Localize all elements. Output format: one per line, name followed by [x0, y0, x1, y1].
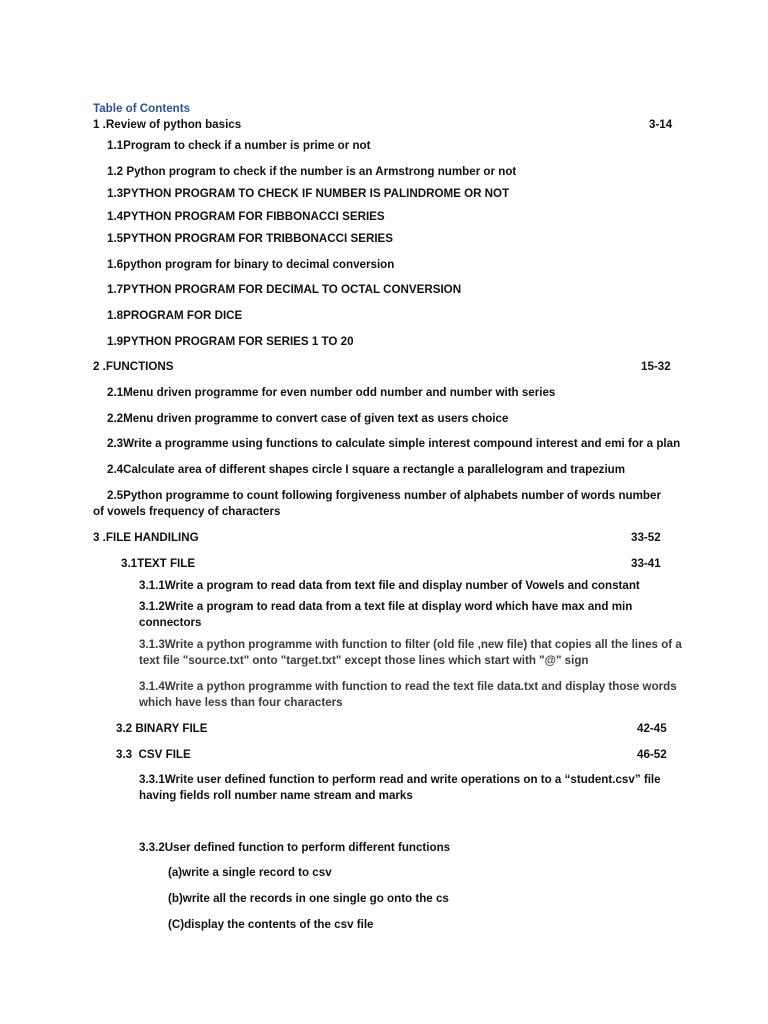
toc-subsection-3-1: 3.1TEXT FILE [121, 557, 196, 570]
toc-item-1-7: 1.7PYTHON PROGRAM FOR DECIMAL TO OCTAL CONVERSION [107, 283, 462, 296]
toc-item-3-1-3: 3.1.3Write a python programme with function to filter (old file ,new file) that copies all the lines of a text file "source.txt" onto "target.txt" except those lines which start with "@" sign [139, 638, 682, 667]
toc-item-3-3-2-c: (C)display the contents of the csv file [168, 918, 374, 931]
toc-section-1-pages: 3-14 [649, 118, 673, 131]
toc-item-3-1-1: 3.1.1Write a program to read data from text file and display number of Vowels and constant [139, 579, 640, 592]
toc-item-1-1: 1.1Program to check if a number is prime or not [107, 139, 371, 152]
toc-section-3: 3 .FILE HANDILING [93, 531, 199, 544]
toc-subsection-3-1-pages: 33-41 [631, 557, 661, 570]
toc-subsection-3-2: 3.2 BINARY FILE [116, 722, 208, 735]
toc-item-3-3-2-a: (a)write a single record to csv [168, 866, 332, 879]
toc-subsection-3-2-pages: 42-45 [637, 722, 667, 735]
toc-item-2-3: 2.3Write a programme using functions to calculate simple interest compound interest and emi for a plan [107, 437, 681, 450]
toc-item-3-1-4: 3.1.4Write a python programme with function to read the text file data.txt and display those words which have less than four characters [139, 680, 677, 709]
toc-item-1-6: 1.6python program for binary to decimal conversion [107, 258, 395, 271]
toc-item-1-2: 1.2 Python program to check if the number is an Armstrong number or not [107, 165, 517, 178]
toc-section-2-pages: 15-32 [641, 360, 671, 373]
toc-item-2-4: 2.4Calculate area of different shapes circle I square a rectangle a parallelogram and trapezium [107, 463, 626, 476]
toc-item-3-1-2: 3.1.2Write a program to read data from a text file at display word which have max and min connectors [139, 600, 633, 629]
toc-item-1-3: 1.3PYTHON PROGRAM TO CHECK IF NUMBER IS PALINDROME OR NOT [107, 187, 510, 200]
toc-subsection-3-3-pages: 46-52 [637, 748, 667, 761]
toc-section-1: 1 .Review of python basics [93, 118, 242, 131]
toc-subsection-3-3: 3.3 CSV FILE [116, 748, 191, 761]
toc-item-3-3-2: 3.3.2User defined function to perform different functions [139, 841, 451, 854]
toc-item-2-5: 2.5Python programme to count following forgiveness number of alphabets number of words number of vowels frequency of characters [93, 489, 661, 518]
toc-item-2-1: 2.1Menu driven programme for even number odd number and number with series [107, 386, 556, 399]
toc-item-3-3-2-b: (b)write all the records in one single go onto the cs [168, 892, 449, 905]
toc-title: Table of Contents [93, 102, 191, 115]
toc-item-1-4: 1.4PYTHON PROGRAM FOR FIBBONACCI SERIES [107, 210, 385, 223]
toc-item-2-2: 2.2Menu driven programme to convert case of given text as users choice [107, 412, 509, 425]
toc-item-3-3-1: 3.3.1Write user defined function to perform read and write operations on to a “student.csv” file having fields roll number name stream and marks [139, 773, 661, 802]
toc-item-1-8: 1.8PROGRAM FOR DICE [107, 309, 243, 322]
toc-section-3-pages: 33-52 [631, 531, 661, 544]
toc-section-2: 2 .FUNCTIONS [93, 360, 174, 373]
toc-item-1-5: 1.5PYTHON PROGRAM FOR TRIBBONACCI SERIES [107, 232, 394, 245]
toc-item-1-9: 1.9PYTHON PROGRAM FOR SERIES 1 TO 20 [107, 335, 354, 348]
